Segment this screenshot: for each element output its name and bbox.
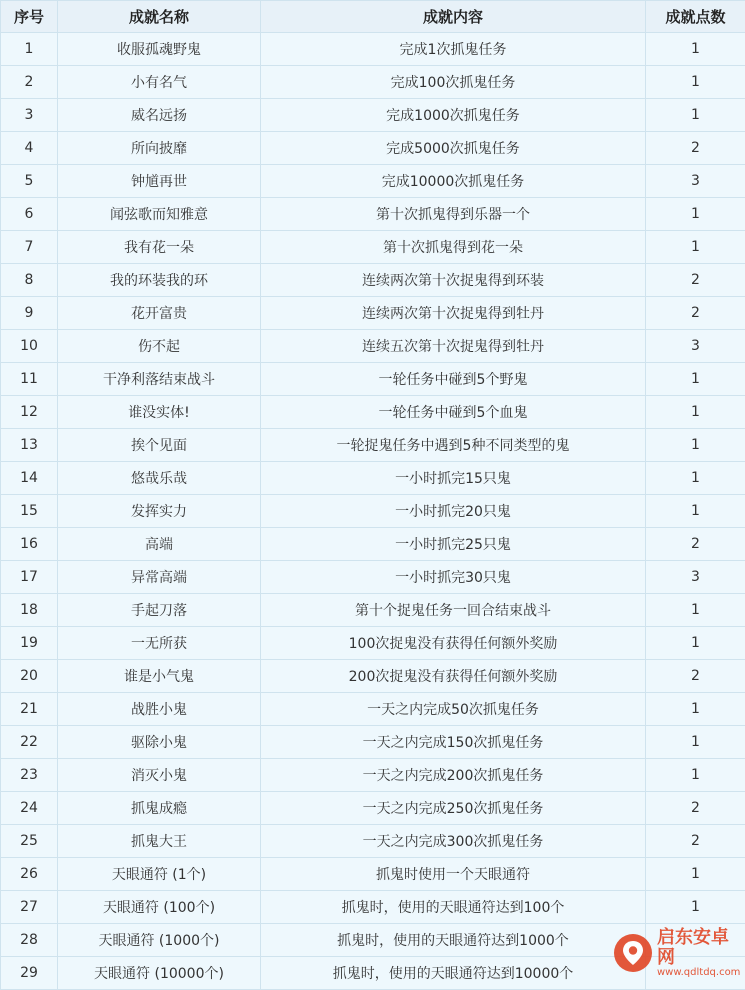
table-row — [1, 429, 745, 462]
site-watermark — [613, 929, 741, 977]
table-row — [1, 792, 745, 825]
row-index: 5 — [1, 165, 58, 198]
achievement-content: 第十个捉鬼任务一回合结束战斗 — [261, 594, 646, 627]
achievement-content: 100次捉鬼没有获得任何额外奖励 — [261, 627, 646, 660]
header-achievement-name: 成就名称 — [58, 1, 261, 33]
achievement-content: 200次捉鬼没有获得任何额外奖励 — [261, 660, 646, 693]
row-index: 10 — [1, 330, 58, 363]
row-index: 1 — [1, 33, 58, 66]
table-row — [1, 99, 745, 132]
row-index: 26 — [1, 858, 58, 891]
row-index: 12 — [1, 396, 58, 429]
achievement-name: 消灭小鬼 — [58, 759, 261, 792]
header-index: 序号 — [1, 1, 58, 33]
achievement-points: 1 — [646, 891, 745, 924]
achievement-points: 1 — [646, 396, 745, 429]
row-index: 20 — [1, 660, 58, 693]
achievement-points: 1 — [646, 759, 745, 792]
achievement-name: 闻弦歌而知雅意 — [58, 198, 261, 231]
achievement-content: 连续两次第十次捉鬼得到环装 — [261, 264, 646, 297]
achievement-points: 1 — [646, 33, 745, 66]
table-row — [1, 396, 745, 429]
achievement-content: 完成1次抓鬼任务 — [261, 33, 646, 66]
achievement-name: 抓鬼大王 — [58, 825, 261, 858]
row-index: 9 — [1, 297, 58, 330]
achievement-points: 1 — [646, 858, 745, 891]
achievement-points: 1 — [646, 594, 745, 627]
row-index: 7 — [1, 231, 58, 264]
row-index: 2 — [1, 66, 58, 99]
row-index: 24 — [1, 792, 58, 825]
table-row — [1, 231, 745, 264]
table-row — [1, 33, 745, 66]
table-row — [1, 132, 745, 165]
achievement-points: 1 — [646, 231, 745, 264]
location-pin-logo-icon — [613, 933, 653, 973]
achievement-content: 一小时抓完15只鬼 — [261, 462, 646, 495]
achievement-content: 一小时抓完20只鬼 — [261, 495, 646, 528]
achievement-content: 完成1000次抓鬼任务 — [261, 99, 646, 132]
row-index: 17 — [1, 561, 58, 594]
achievement-name: 我的环装我的环 — [58, 264, 261, 297]
achievement-name: 发挥实力 — [58, 495, 261, 528]
achievement-points: 2 — [646, 528, 745, 561]
table-row — [1, 561, 745, 594]
achievement-name: 花开富贵 — [58, 297, 261, 330]
achievement-content: 一小时抓完25只鬼 — [261, 528, 646, 561]
table-row — [1, 726, 745, 759]
row-index: 14 — [1, 462, 58, 495]
achievement-points: 1 — [646, 693, 745, 726]
row-index: 18 — [1, 594, 58, 627]
table-row — [1, 858, 745, 891]
row-index: 6 — [1, 198, 58, 231]
achievement-name: 天眼通符 (1个) — [58, 858, 261, 891]
achievement-points: 1 — [646, 363, 745, 396]
watermark-title: 启东安卓网 — [657, 928, 741, 968]
row-index: 11 — [1, 363, 58, 396]
table-row — [1, 495, 745, 528]
table-row — [1, 627, 745, 660]
table-row — [1, 66, 745, 99]
achievement-content: 一天之内完成150次抓鬼任务 — [261, 726, 646, 759]
row-index: 23 — [1, 759, 58, 792]
achievement-points: 1 — [646, 726, 745, 759]
achievement-name: 钟馗再世 — [58, 165, 261, 198]
header-achievement-points: 成就点数 — [646, 1, 745, 33]
achievement-name: 小有名气 — [58, 66, 261, 99]
achievement-points: 1 — [646, 495, 745, 528]
row-index: 21 — [1, 693, 58, 726]
achievement-content: 完成5000次抓鬼任务 — [261, 132, 646, 165]
achievement-points: 3 — [646, 561, 745, 594]
achievement-points: 1 — [646, 198, 745, 231]
achievement-points: 2 — [646, 264, 745, 297]
achievement-name: 一无所获 — [58, 627, 261, 660]
row-index: 22 — [1, 726, 58, 759]
table-row — [1, 660, 745, 693]
achievement-name: 谁是小气鬼 — [58, 660, 261, 693]
achievement-points: 2 — [646, 132, 745, 165]
achievement-content: 完成10000次抓鬼任务 — [261, 165, 646, 198]
table-row — [1, 462, 745, 495]
row-index: 19 — [1, 627, 58, 660]
watermark-url: www.qdltdq.com — [657, 967, 741, 978]
achievement-name: 收服孤魂野鬼 — [58, 33, 261, 66]
row-index: 8 — [1, 264, 58, 297]
achievement-content: 抓鬼时，使用的天眼通符达到1000个 — [261, 924, 646, 957]
table-row — [1, 759, 745, 792]
achievement-name: 悠哉乐哉 — [58, 462, 261, 495]
achievement-points: 2 — [646, 297, 745, 330]
table-row — [1, 198, 745, 231]
achievement-name: 威名远扬 — [58, 99, 261, 132]
achievement-name: 异常高端 — [58, 561, 261, 594]
table-row — [1, 693, 745, 726]
row-index: 15 — [1, 495, 58, 528]
row-index: 25 — [1, 825, 58, 858]
achievement-points: 2 — [646, 660, 745, 693]
achievement-name: 天眼通符 (100个) — [58, 891, 261, 924]
achievement-points: 2 — [646, 792, 745, 825]
table-header-row — [1, 1, 745, 33]
table-row — [1, 891, 745, 924]
row-index: 3 — [1, 99, 58, 132]
achievement-name: 谁没实体! — [58, 396, 261, 429]
achievement-content: 一轮捉鬼任务中遇到5种不同类型的鬼 — [261, 429, 646, 462]
achievement-content: 第十次抓鬼得到乐器一个 — [261, 198, 646, 231]
achievement-name: 所向披靡 — [58, 132, 261, 165]
table-row — [1, 363, 745, 396]
achievement-content: 一天之内完成250次抓鬼任务 — [261, 792, 646, 825]
achievement-points: 1 — [646, 66, 745, 99]
table-row — [1, 264, 745, 297]
achievement-points: 1 — [646, 99, 745, 132]
achievement-name: 天眼通符 (10000个) — [58, 957, 261, 990]
achievement-content: 连续两次第十次捉鬼得到牡丹 — [261, 297, 646, 330]
row-index: 16 — [1, 528, 58, 561]
achievement-points: 1 — [646, 462, 745, 495]
achievement-points: 1 — [646, 627, 745, 660]
achievement-content: 一轮任务中碰到5个血鬼 — [261, 396, 646, 429]
table-row — [1, 825, 745, 858]
achievement-points: 2 — [646, 825, 745, 858]
achievement-content: 抓鬼时，使用的天眼通符达到10000个 — [261, 957, 646, 990]
achievement-content: 一天之内完成200次抓鬼任务 — [261, 759, 646, 792]
table-body — [1, 33, 745, 990]
table-row — [1, 330, 745, 363]
achievement-points: 1 — [646, 429, 745, 462]
row-index: 27 — [1, 891, 58, 924]
table-row — [1, 165, 745, 198]
row-index: 29 — [1, 957, 58, 990]
achievement-name: 伤不起 — [58, 330, 261, 363]
achievement-name: 抓鬼成瘾 — [58, 792, 261, 825]
row-index: 13 — [1, 429, 58, 462]
header-achievement-content: 成就内容 — [261, 1, 646, 33]
achievement-content: 抓鬼时，使用的天眼通符达到100个 — [261, 891, 646, 924]
achievement-name: 驱除小鬼 — [58, 726, 261, 759]
achievement-content: 一天之内完成300次抓鬼任务 — [261, 825, 646, 858]
table-row — [1, 528, 745, 561]
table-row — [1, 594, 745, 627]
achievement-content: 抓鬼时使用一个天眼通符 — [261, 858, 646, 891]
achievement-name: 手起刀落 — [58, 594, 261, 627]
table-row — [1, 297, 745, 330]
row-index: 4 — [1, 132, 58, 165]
achievement-content: 一小时抓完30只鬼 — [261, 561, 646, 594]
row-index: 28 — [1, 924, 58, 957]
achievement-content: 一轮任务中碰到5个野鬼 — [261, 363, 646, 396]
achievement-name: 干净利落结束战斗 — [58, 363, 261, 396]
achievement-name: 战胜小鬼 — [58, 693, 261, 726]
achievement-content: 第十次抓鬼得到花一朵 — [261, 231, 646, 264]
achievement-points: 3 — [646, 165, 745, 198]
achievement-content: 完成100次抓鬼任务 — [261, 66, 646, 99]
achievement-name: 天眼通符 (1000个) — [58, 924, 261, 957]
achievement-content: 一天之内完成50次抓鬼任务 — [261, 693, 646, 726]
achievement-name: 我有花一朵 — [58, 231, 261, 264]
achievement-points: 3 — [646, 330, 745, 363]
achievement-name: 高端 — [58, 528, 261, 561]
achievement-content: 连续五次第十次捉鬼得到牡丹 — [261, 330, 646, 363]
achievement-name: 挨个见面 — [58, 429, 261, 462]
